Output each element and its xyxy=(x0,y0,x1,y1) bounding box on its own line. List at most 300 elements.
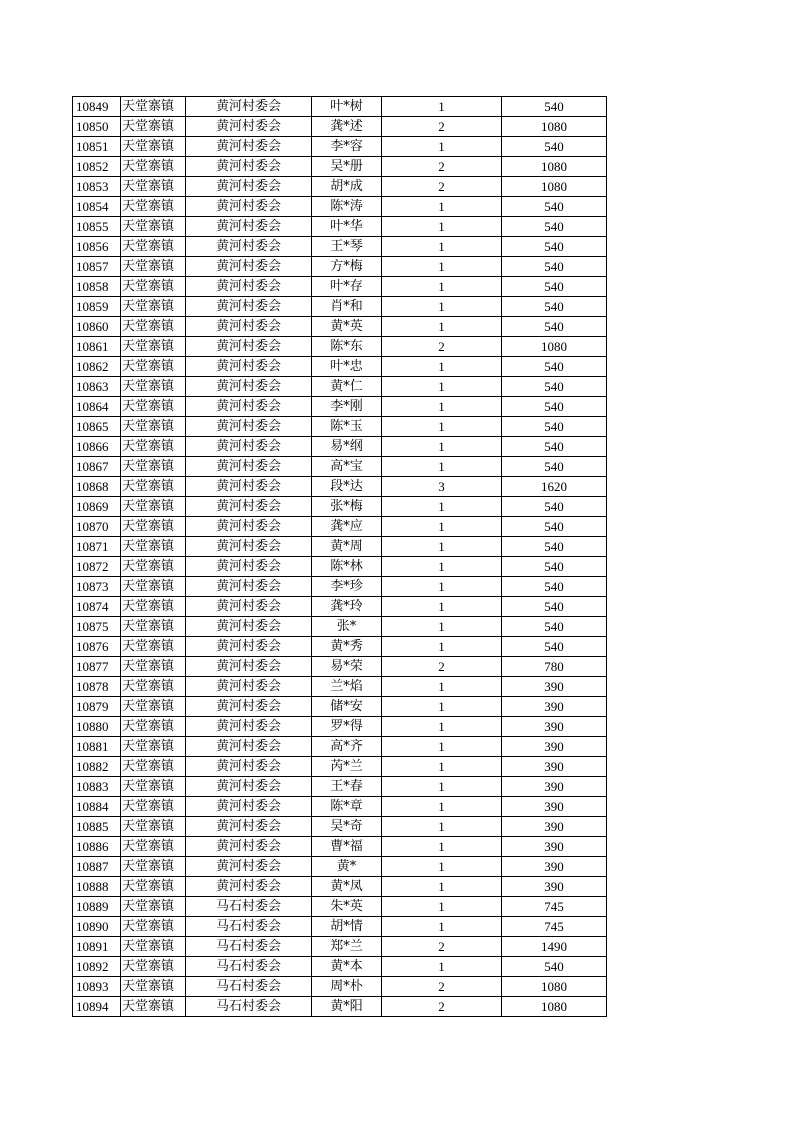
name-cell: 黄*本 xyxy=(312,957,382,977)
amount-cell: 540 xyxy=(502,297,607,317)
town-cell: 天堂寨镇 xyxy=(121,677,186,697)
town-cell: 天堂寨镇 xyxy=(121,777,186,797)
record-id-cell: 10886 xyxy=(73,837,121,857)
town-cell: 天堂寨镇 xyxy=(121,317,186,337)
village-cell: 黄河村委会 xyxy=(186,277,312,297)
town-cell: 天堂寨镇 xyxy=(121,397,186,417)
count-cell: 1 xyxy=(382,497,502,517)
amount-cell: 745 xyxy=(502,917,607,937)
town-cell: 天堂寨镇 xyxy=(121,577,186,597)
name-cell: 吴*册 xyxy=(312,157,382,177)
amount-cell: 540 xyxy=(502,137,607,157)
name-cell: 陈*玉 xyxy=(312,417,382,437)
village-cell: 黄河村委会 xyxy=(186,777,312,797)
table-row xyxy=(73,417,607,437)
village-cell: 马石村委会 xyxy=(186,977,312,997)
table-row xyxy=(73,877,607,897)
name-cell: 叶*忠 xyxy=(312,357,382,377)
count-cell: 1 xyxy=(382,357,502,377)
amount-cell: 540 xyxy=(502,457,607,477)
name-cell: 黄*仁 xyxy=(312,377,382,397)
table-row xyxy=(73,997,607,1017)
table-row xyxy=(73,697,607,717)
table-body xyxy=(73,97,607,1017)
name-cell: 叶*存 xyxy=(312,277,382,297)
amount-cell: 390 xyxy=(502,877,607,897)
town-cell: 天堂寨镇 xyxy=(121,637,186,657)
table-row xyxy=(73,397,607,417)
village-cell: 黄河村委会 xyxy=(186,317,312,337)
village-cell: 黄河村委会 xyxy=(186,637,312,657)
table-row xyxy=(73,237,607,257)
table-row xyxy=(73,257,607,277)
table-row xyxy=(73,117,607,137)
count-cell: 1 xyxy=(382,597,502,617)
amount-cell: 745 xyxy=(502,897,607,917)
amount-cell: 540 xyxy=(502,357,607,377)
village-cell: 黄河村委会 xyxy=(186,517,312,537)
record-id-cell: 10857 xyxy=(73,257,121,277)
town-cell: 天堂寨镇 xyxy=(121,477,186,497)
count-cell: 1 xyxy=(382,737,502,757)
count-cell: 2 xyxy=(382,177,502,197)
village-cell: 马石村委会 xyxy=(186,997,312,1017)
count-cell: 1 xyxy=(382,777,502,797)
name-cell: 芮*兰 xyxy=(312,757,382,777)
count-cell: 1 xyxy=(382,617,502,637)
town-cell: 天堂寨镇 xyxy=(121,437,186,457)
amount-cell: 540 xyxy=(502,317,607,337)
name-cell: 罗*得 xyxy=(312,717,382,737)
amount-cell: 1080 xyxy=(502,177,607,197)
count-cell: 1 xyxy=(382,297,502,317)
record-id-cell: 10888 xyxy=(73,877,121,897)
record-id-cell: 10879 xyxy=(73,697,121,717)
count-cell: 2 xyxy=(382,997,502,1017)
village-cell: 马石村委会 xyxy=(186,897,312,917)
village-cell: 黄河村委会 xyxy=(186,397,312,417)
name-cell: 黄*周 xyxy=(312,537,382,557)
amount-cell: 540 xyxy=(502,257,607,277)
record-id-cell: 10868 xyxy=(73,477,121,497)
village-cell: 黄河村委会 xyxy=(186,217,312,237)
town-cell: 天堂寨镇 xyxy=(121,557,186,577)
amount-cell: 1490 xyxy=(502,937,607,957)
town-cell: 天堂寨镇 xyxy=(121,797,186,817)
count-cell: 1 xyxy=(382,817,502,837)
amount-cell: 540 xyxy=(502,417,607,437)
village-cell: 黄河村委会 xyxy=(186,157,312,177)
record-id-cell: 10854 xyxy=(73,197,121,217)
name-cell: 胡*成 xyxy=(312,177,382,197)
record-id-cell: 10865 xyxy=(73,417,121,437)
village-cell: 马石村委会 xyxy=(186,917,312,937)
table-row xyxy=(73,277,607,297)
count-cell: 1 xyxy=(382,317,502,337)
name-cell: 陈*东 xyxy=(312,337,382,357)
village-cell: 黄河村委会 xyxy=(186,497,312,517)
name-cell: 李*珍 xyxy=(312,577,382,597)
village-cell: 黄河村委会 xyxy=(186,457,312,477)
town-cell: 天堂寨镇 xyxy=(121,417,186,437)
amount-cell: 540 xyxy=(502,597,607,617)
record-id-cell: 10859 xyxy=(73,297,121,317)
table-row xyxy=(73,617,607,637)
name-cell: 吴*奇 xyxy=(312,817,382,837)
record-id-cell: 10873 xyxy=(73,577,121,597)
count-cell: 1 xyxy=(382,877,502,897)
name-cell: 易*纲 xyxy=(312,437,382,457)
record-id-cell: 10866 xyxy=(73,437,121,457)
town-cell: 天堂寨镇 xyxy=(121,937,186,957)
record-id-cell: 10894 xyxy=(73,997,121,1017)
village-cell: 黄河村委会 xyxy=(186,97,312,117)
name-cell: 黄*凤 xyxy=(312,877,382,897)
amount-cell: 390 xyxy=(502,777,607,797)
name-cell: 陈*林 xyxy=(312,557,382,577)
name-cell: 龚*述 xyxy=(312,117,382,137)
record-id-cell: 10872 xyxy=(73,557,121,577)
count-cell: 1 xyxy=(382,237,502,257)
table-row xyxy=(73,957,607,977)
count-cell: 1 xyxy=(382,577,502,597)
count-cell: 1 xyxy=(382,897,502,917)
village-cell: 黄河村委会 xyxy=(186,297,312,317)
table-row xyxy=(73,857,607,877)
town-cell: 天堂寨镇 xyxy=(121,837,186,857)
count-cell: 1 xyxy=(382,717,502,737)
table-row xyxy=(73,657,607,677)
village-cell: 黄河村委会 xyxy=(186,357,312,377)
amount-cell: 540 xyxy=(502,617,607,637)
count-cell: 1 xyxy=(382,857,502,877)
name-cell: 叶*树 xyxy=(312,97,382,117)
village-cell: 黄河村委会 xyxy=(186,577,312,597)
amount-cell: 540 xyxy=(502,397,607,417)
town-cell: 天堂寨镇 xyxy=(121,957,186,977)
village-cell: 黄河村委会 xyxy=(186,417,312,437)
village-cell: 黄河村委会 xyxy=(186,697,312,717)
town-cell: 天堂寨镇 xyxy=(121,757,186,777)
count-cell: 1 xyxy=(382,837,502,857)
record-id-cell: 10878 xyxy=(73,677,121,697)
table-row xyxy=(73,177,607,197)
table-row xyxy=(73,157,607,177)
town-cell: 天堂寨镇 xyxy=(121,917,186,937)
name-cell: 曹*福 xyxy=(312,837,382,857)
village-cell: 黄河村委会 xyxy=(186,117,312,137)
amount-cell: 390 xyxy=(502,837,607,857)
town-cell: 天堂寨镇 xyxy=(121,217,186,237)
table-row xyxy=(73,197,607,217)
record-id-cell: 10883 xyxy=(73,777,121,797)
table-row xyxy=(73,797,607,817)
record-id-cell: 10885 xyxy=(73,817,121,837)
count-cell: 2 xyxy=(382,337,502,357)
town-cell: 天堂寨镇 xyxy=(121,177,186,197)
record-id-cell: 10850 xyxy=(73,117,121,137)
count-cell: 2 xyxy=(382,977,502,997)
table-row xyxy=(73,777,607,797)
name-cell: 陈*章 xyxy=(312,797,382,817)
village-cell: 黄河村委会 xyxy=(186,477,312,497)
town-cell: 天堂寨镇 xyxy=(121,877,186,897)
name-cell: 兰*焰 xyxy=(312,677,382,697)
village-cell: 黄河村委会 xyxy=(186,797,312,817)
amount-cell: 1080 xyxy=(502,337,607,357)
count-cell: 1 xyxy=(382,417,502,437)
name-cell: 黄*秀 xyxy=(312,637,382,657)
count-cell: 1 xyxy=(382,637,502,657)
town-cell: 天堂寨镇 xyxy=(121,697,186,717)
name-cell: 叶*华 xyxy=(312,217,382,237)
count-cell: 1 xyxy=(382,217,502,237)
town-cell: 天堂寨镇 xyxy=(121,717,186,737)
table-row xyxy=(73,497,607,517)
town-cell: 天堂寨镇 xyxy=(121,337,186,357)
name-cell: 段*达 xyxy=(312,477,382,497)
amount-cell: 540 xyxy=(502,197,607,217)
table-row xyxy=(73,317,607,337)
town-cell: 天堂寨镇 xyxy=(121,997,186,1017)
record-id-cell: 10856 xyxy=(73,237,121,257)
table-row xyxy=(73,917,607,937)
name-cell: 张* xyxy=(312,617,382,637)
table-row xyxy=(73,437,607,457)
record-id-cell: 10849 xyxy=(73,97,121,117)
name-cell: 周*朴 xyxy=(312,977,382,997)
town-cell: 天堂寨镇 xyxy=(121,517,186,537)
amount-cell: 540 xyxy=(502,637,607,657)
record-id-cell: 10892 xyxy=(73,957,121,977)
town-cell: 天堂寨镇 xyxy=(121,977,186,997)
village-cell: 黄河村委会 xyxy=(186,537,312,557)
village-cell: 马石村委会 xyxy=(186,937,312,957)
amount-cell: 1080 xyxy=(502,977,607,997)
record-id-cell: 10893 xyxy=(73,977,121,997)
count-cell: 1 xyxy=(382,797,502,817)
amount-cell: 540 xyxy=(502,237,607,257)
table-row xyxy=(73,297,607,317)
town-cell: 天堂寨镇 xyxy=(121,817,186,837)
village-cell: 黄河村委会 xyxy=(186,717,312,737)
village-cell: 黄河村委会 xyxy=(186,237,312,257)
village-cell: 黄河村委会 xyxy=(186,817,312,837)
amount-cell: 390 xyxy=(502,717,607,737)
village-cell: 黄河村委会 xyxy=(186,657,312,677)
name-cell: 黄*英 xyxy=(312,317,382,337)
town-cell: 天堂寨镇 xyxy=(121,377,186,397)
count-cell: 1 xyxy=(382,377,502,397)
village-cell: 黄河村委会 xyxy=(186,857,312,877)
town-cell: 天堂寨镇 xyxy=(121,197,186,217)
town-cell: 天堂寨镇 xyxy=(121,657,186,677)
amount-cell: 540 xyxy=(502,537,607,557)
table-row xyxy=(73,457,607,477)
town-cell: 天堂寨镇 xyxy=(121,117,186,137)
record-id-cell: 10861 xyxy=(73,337,121,357)
table-row xyxy=(73,337,607,357)
name-cell: 郑*兰 xyxy=(312,937,382,957)
record-id-cell: 10862 xyxy=(73,357,121,377)
table-row xyxy=(73,837,607,857)
record-id-cell: 10851 xyxy=(73,137,121,157)
table-row xyxy=(73,377,607,397)
amount-cell: 540 xyxy=(502,577,607,597)
record-id-cell: 10882 xyxy=(73,757,121,777)
town-cell: 天堂寨镇 xyxy=(121,857,186,877)
data-table xyxy=(72,96,607,1017)
table-row xyxy=(73,557,607,577)
count-cell: 1 xyxy=(382,437,502,457)
count-cell: 1 xyxy=(382,537,502,557)
amount-cell: 1620 xyxy=(502,477,607,497)
count-cell: 1 xyxy=(382,697,502,717)
amount-cell: 390 xyxy=(502,817,607,837)
amount-cell: 540 xyxy=(502,437,607,457)
amount-cell: 1080 xyxy=(502,117,607,137)
town-cell: 天堂寨镇 xyxy=(121,357,186,377)
name-cell: 王*琴 xyxy=(312,237,382,257)
village-cell: 黄河村委会 xyxy=(186,257,312,277)
count-cell: 3 xyxy=(382,477,502,497)
count-cell: 1 xyxy=(382,257,502,277)
amount-cell: 390 xyxy=(502,697,607,717)
count-cell: 1 xyxy=(382,137,502,157)
record-id-cell: 10884 xyxy=(73,797,121,817)
name-cell: 肖*和 xyxy=(312,297,382,317)
record-id-cell: 10870 xyxy=(73,517,121,537)
town-cell: 天堂寨镇 xyxy=(121,897,186,917)
table-row xyxy=(73,737,607,757)
record-id-cell: 10890 xyxy=(73,917,121,937)
amount-cell: 540 xyxy=(502,557,607,577)
amount-cell: 540 xyxy=(502,517,607,537)
record-id-cell: 10871 xyxy=(73,537,121,557)
village-cell: 黄河村委会 xyxy=(186,617,312,637)
village-cell: 黄河村委会 xyxy=(186,137,312,157)
table-row xyxy=(73,817,607,837)
amount-cell: 540 xyxy=(502,277,607,297)
record-id-cell: 10867 xyxy=(73,457,121,477)
town-cell: 天堂寨镇 xyxy=(121,257,186,277)
count-cell: 2 xyxy=(382,657,502,677)
amount-cell: 540 xyxy=(502,217,607,237)
name-cell: 高*宝 xyxy=(312,457,382,477)
record-id-cell: 10887 xyxy=(73,857,121,877)
name-cell: 李*容 xyxy=(312,137,382,157)
village-cell: 黄河村委会 xyxy=(186,377,312,397)
count-cell: 1 xyxy=(382,517,502,537)
amount-cell: 390 xyxy=(502,757,607,777)
record-id-cell: 10876 xyxy=(73,637,121,657)
table-row xyxy=(73,137,607,157)
amount-cell: 540 xyxy=(502,377,607,397)
record-id-cell: 10875 xyxy=(73,617,121,637)
amount-cell: 390 xyxy=(502,797,607,817)
village-cell: 黄河村委会 xyxy=(186,677,312,697)
village-cell: 黄河村委会 xyxy=(186,757,312,777)
amount-cell: 390 xyxy=(502,737,607,757)
table-row xyxy=(73,977,607,997)
town-cell: 天堂寨镇 xyxy=(121,277,186,297)
name-cell: 张*梅 xyxy=(312,497,382,517)
record-id-cell: 10891 xyxy=(73,937,121,957)
amount-cell: 390 xyxy=(502,677,607,697)
town-cell: 天堂寨镇 xyxy=(121,497,186,517)
count-cell: 1 xyxy=(382,677,502,697)
town-cell: 天堂寨镇 xyxy=(121,457,186,477)
name-cell: 黄*阳 xyxy=(312,997,382,1017)
name-cell: 胡*情 xyxy=(312,917,382,937)
count-cell: 1 xyxy=(382,277,502,297)
table-row xyxy=(73,217,607,237)
record-id-cell: 10877 xyxy=(73,657,121,677)
table-row xyxy=(73,97,607,117)
count-cell: 2 xyxy=(382,117,502,137)
town-cell: 天堂寨镇 xyxy=(121,157,186,177)
record-id-cell: 10864 xyxy=(73,397,121,417)
record-id-cell: 10881 xyxy=(73,737,121,757)
table-row xyxy=(73,597,607,617)
name-cell: 高*齐 xyxy=(312,737,382,757)
table-row xyxy=(73,717,607,737)
record-id-cell: 10852 xyxy=(73,157,121,177)
name-cell: 储*安 xyxy=(312,697,382,717)
table-row xyxy=(73,577,607,597)
table-row xyxy=(73,757,607,777)
table-row xyxy=(73,677,607,697)
record-id-cell: 10858 xyxy=(73,277,121,297)
name-cell: 易*荣 xyxy=(312,657,382,677)
village-cell: 黄河村委会 xyxy=(186,197,312,217)
village-cell: 黄河村委会 xyxy=(186,597,312,617)
amount-cell: 780 xyxy=(502,657,607,677)
name-cell: 陈*涛 xyxy=(312,197,382,217)
amount-cell: 1080 xyxy=(502,157,607,177)
record-id-cell: 10869 xyxy=(73,497,121,517)
village-cell: 黄河村委会 xyxy=(186,337,312,357)
count-cell: 1 xyxy=(382,97,502,117)
table-row xyxy=(73,937,607,957)
record-id-cell: 10880 xyxy=(73,717,121,737)
count-cell: 1 xyxy=(382,197,502,217)
town-cell: 天堂寨镇 xyxy=(121,597,186,617)
town-cell: 天堂寨镇 xyxy=(121,617,186,637)
amount-cell: 540 xyxy=(502,957,607,977)
town-cell: 天堂寨镇 xyxy=(121,237,186,257)
amount-cell: 390 xyxy=(502,857,607,877)
count-cell: 1 xyxy=(382,757,502,777)
village-cell: 马石村委会 xyxy=(186,957,312,977)
count-cell: 2 xyxy=(382,937,502,957)
name-cell: 龚*玲 xyxy=(312,597,382,617)
name-cell: 方*梅 xyxy=(312,257,382,277)
village-cell: 黄河村委会 xyxy=(186,437,312,457)
record-id-cell: 10855 xyxy=(73,217,121,237)
name-cell: 李*刚 xyxy=(312,397,382,417)
count-cell: 2 xyxy=(382,157,502,177)
town-cell: 天堂寨镇 xyxy=(121,97,186,117)
record-id-cell: 10860 xyxy=(73,317,121,337)
amount-cell: 540 xyxy=(502,97,607,117)
count-cell: 1 xyxy=(382,917,502,937)
town-cell: 天堂寨镇 xyxy=(121,137,186,157)
table-row xyxy=(73,517,607,537)
record-id-cell: 10874 xyxy=(73,597,121,617)
town-cell: 天堂寨镇 xyxy=(121,737,186,757)
name-cell: 朱*英 xyxy=(312,897,382,917)
